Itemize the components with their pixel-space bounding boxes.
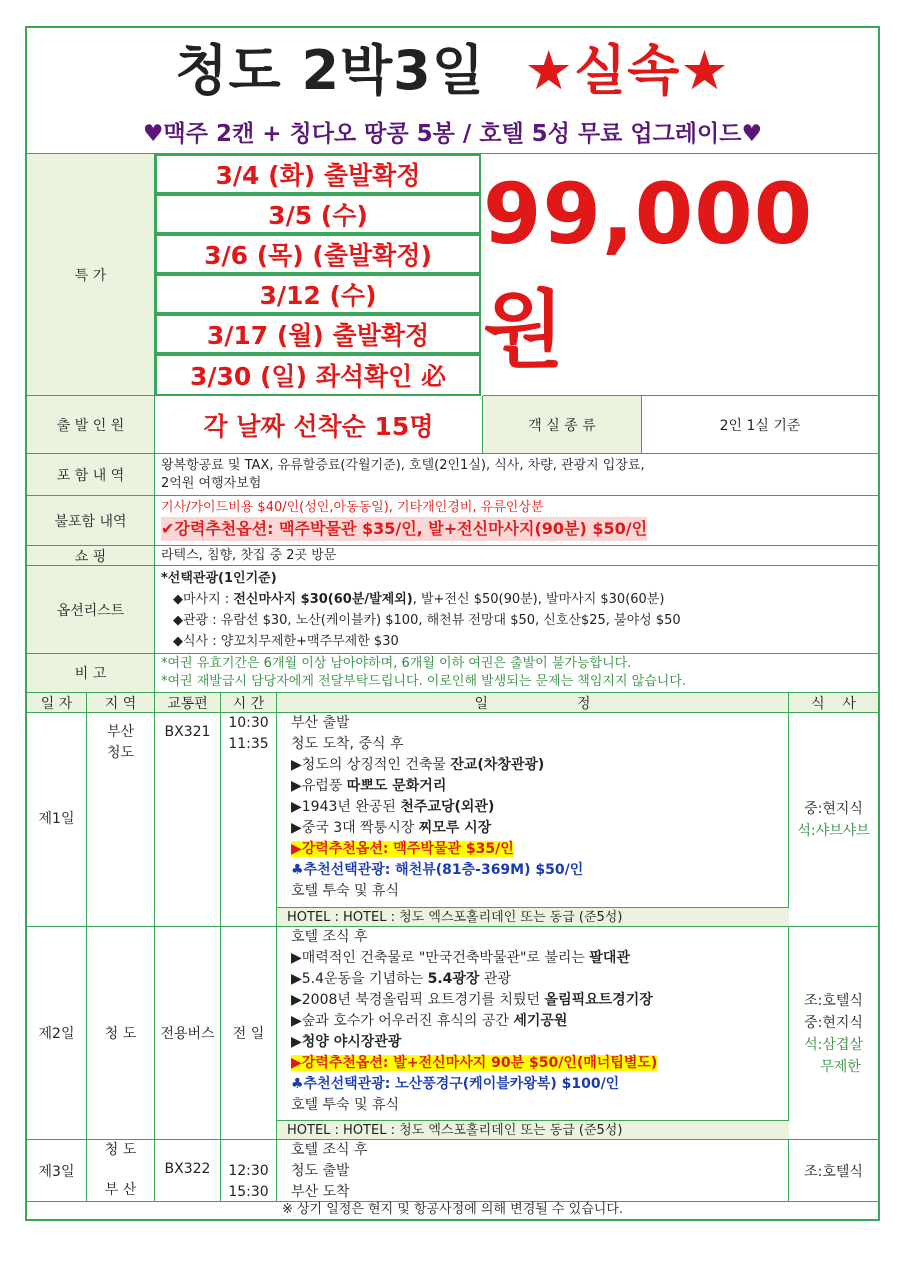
notes-label: 비 고 [27, 654, 155, 693]
schedule-bullet: ▶유럽풍 따뽀도 문화거리 [291, 778, 447, 794]
schedule-bullet: ▶2008년 북경올림픽 요트경기를 치뤘던 올림픽요트경기장 [291, 992, 653, 1008]
included-label: 포 함 내 역 [27, 454, 155, 496]
day3-regions [87, 1140, 154, 1201]
included-line: 왕복항공료 및 TAX, 유류할증료(각월기준), 호텔(2인1실), 식사, 차량, 관광지 입장료, [161, 458, 645, 473]
date-item: 3/12 (수) [155, 274, 481, 314]
options-text [155, 566, 878, 654]
schedule-option: ▶강력추천옵션: 맥주박물관 $35/인 [291, 841, 514, 857]
day1-meals [789, 798, 878, 842]
day1-schedule [291, 713, 583, 902]
day-label: 제1일 [38, 811, 75, 827]
col-divider [154, 713, 155, 1201]
schedule-line: 호텔 투숙 및 휴식 [291, 883, 400, 899]
departure-value: 각 날짜 선착순 15명 [155, 396, 483, 454]
day3-meals: 조:호텔식 [804, 1164, 863, 1180]
schedule-bullet: ▶숲과 호수가 어우러진 휴식의 공간 세기공원 [291, 1013, 568, 1029]
schedule-bullet: ▶매력적인 건축물로 "만국건축박물관"로 불리는 팔대관 [291, 950, 630, 966]
date-item: 3/5 (수) [155, 194, 481, 234]
excluded-recommend: ✔강력추천옵션: 맥주박물관 $35/인, 발+전신마사지(90분) $50/인 [161, 517, 647, 541]
room-label: 객 실 종 류 [483, 396, 642, 454]
meal: 중:현지식 [804, 1015, 863, 1031]
title-badge: ★실속★ [524, 39, 730, 102]
excluded-label: 불포함 내역 [27, 496, 155, 546]
shopping-label: 쇼 핑 [27, 546, 155, 566]
included-line: 2억원 여행자보험 [161, 476, 262, 491]
time: 11:35 [228, 736, 269, 752]
day2-meals [789, 990, 878, 1078]
excluded-text [155, 496, 878, 546]
date-item: 3/30 (일) 좌석확인 必 [155, 354, 481, 396]
notes-line: *여권 유효기간은 6개월 이상 남아야하며, 6개월 이하 여권은 출발이 불가능합니다. [161, 656, 632, 671]
col-divider [86, 713, 87, 1201]
day2-schedule [291, 927, 657, 1116]
schedule-line: 호텔 조식 후 [291, 1142, 368, 1158]
region: 부산 [106, 724, 135, 740]
meal: 석:샤브샤브 [797, 823, 870, 839]
time: 12:30 [228, 1163, 269, 1179]
schedule-bullet: ▶1943년 완공된 천주교당(외관) [291, 799, 495, 815]
meal: 중:현지식 [804, 801, 863, 817]
options-label: 옵션리스트 [27, 566, 155, 654]
price: 99,000원 [483, 154, 878, 396]
day1-times [221, 713, 276, 755]
options-massage-prefix: ◆마사지 : [173, 592, 234, 607]
col-header-time: 시 간 [221, 693, 277, 713]
day3-flight: BX322 [164, 1161, 211, 1177]
options-massage-rest: , 발+전신 $50(90분), 발마사지 $30(60분) [412, 592, 665, 607]
schedule-bullet: ▶청양 야시장관광 [291, 1034, 402, 1050]
footer-note: ※ 상기 일정은 현지 및 항공사정에 의해 변경될 수 있습니다. [281, 1202, 624, 1217]
day1-regions [87, 722, 154, 764]
col-header-day: 일 자 [27, 693, 87, 713]
time: 10:30 [228, 715, 269, 731]
schedule-bullet: ▶청도의 상징적인 건축물 잔교(차창관광) [291, 757, 545, 773]
date-item: 3/6 (목) (출발확정) [155, 234, 481, 274]
excluded-line: 기사/가이드비용 $40/인(성인,아동동일), 기타개인경비, 유류인상분 [161, 500, 544, 515]
time: 15:30 [228, 1184, 269, 1200]
schedule-bullet: ▶중국 3대 짝퉁시장 찌모루 시장 [291, 820, 492, 836]
day1-flight: BX321 [164, 724, 211, 740]
meal: 조:호텔식 [804, 993, 863, 1009]
options-massage-bold: 전신마사지 $30(60분/발제외) [233, 592, 413, 607]
page-subtitle: ♥맥주 2캔 + 칭다오 땅콩 5봉 / 호텔 5성 무료 업그레이드♥ [27, 114, 878, 154]
schedule-line: 호텔 조식 후 [291, 929, 368, 945]
day-label: 제2일 [38, 1026, 75, 1042]
schedule-line: 청도 도착, 중식 후 [291, 736, 404, 752]
room-value: 2인 1실 기준 [642, 396, 878, 454]
notes-text [155, 654, 878, 693]
notes-line: *여권 재발급시 담당자에게 전달부탁드립니다. 이로인해 발생되는 문제는 책임지지 않습니다. [161, 674, 687, 689]
options-header: *선택관광(1인기준) [161, 571, 277, 586]
schedule-recommend: ♣추천선택관광: 해천뷰(81층-369M) $50/인 [291, 862, 584, 878]
schedule-line: 청도 출발 [291, 1163, 350, 1179]
schedule-line: 호텔 투숙 및 휴식 [291, 1097, 400, 1113]
special-label: 특 가 [27, 154, 155, 396]
date-item: 3/17 (월) 출발확정 [155, 314, 481, 354]
day2-hotel: HOTEL : HOTEL : 청도 엑스포홀리데인 또는 동급 (준5성) [277, 1120, 789, 1139]
options-meal: ◆식사 : 양꼬치무제한+맥주무제한 $30 [173, 634, 399, 649]
schedule-recommend: ♣추천선택관광: 노산풍경구(케이블카왕복) $100/인 [291, 1076, 620, 1092]
day2-region: 청 도 [104, 1026, 137, 1042]
col-header-region: 지 역 [87, 693, 155, 713]
meal: 석:삼겹살 [804, 1037, 863, 1053]
shopping-value: 라텍스, 침향, 찻집 중 2곳 방문 [155, 546, 878, 566]
departure-label: 출 발 인 원 [27, 396, 155, 454]
itinerary-sheet [25, 26, 880, 1221]
col-header-transport: 교통편 [155, 693, 221, 713]
title-main: 청도 2박3일 [175, 39, 485, 102]
included-text [155, 454, 878, 496]
col-header-meals: 식 사 [789, 693, 878, 713]
day-label: 제3일 [38, 1164, 75, 1180]
schedule-option: ▶강력추천옵션: 발+전신마사지 90분 $50/인(매너팁별도) [291, 1055, 658, 1071]
page-title [27, 28, 878, 114]
day2-time: 전 일 [232, 1026, 265, 1042]
options-tour: ◆관광 : 유람선 $30, 노산(케이블카) $100, 해천뷰 전망대 $50, 신호산$25, 불야성 $50 [173, 613, 681, 628]
date-item: 3/4 (화) 출발확정 [155, 154, 481, 194]
meal: 무제한 [820, 1059, 861, 1075]
schedule-bullet: ▶5.4운동을 기념하는 5.4광장 관광 [291, 971, 511, 987]
region: 청 도 [104, 1142, 137, 1158]
schedule-line: 부산 출발 [291, 715, 350, 731]
col-divider [220, 713, 221, 1201]
day3-times [221, 1161, 276, 1203]
day2-transport: 전용버스 [160, 1026, 215, 1042]
col-header-schedule: 일 정 [277, 693, 789, 713]
day1-hotel: HOTEL : HOTEL : 청도 엑스포홀리데인 또는 동급 (준5성) [277, 907, 789, 926]
region: 부 산 [104, 1182, 137, 1198]
day3-schedule [291, 1140, 368, 1203]
region: 청도 [106, 745, 135, 761]
schedule-line: 부산 도착 [291, 1184, 350, 1200]
